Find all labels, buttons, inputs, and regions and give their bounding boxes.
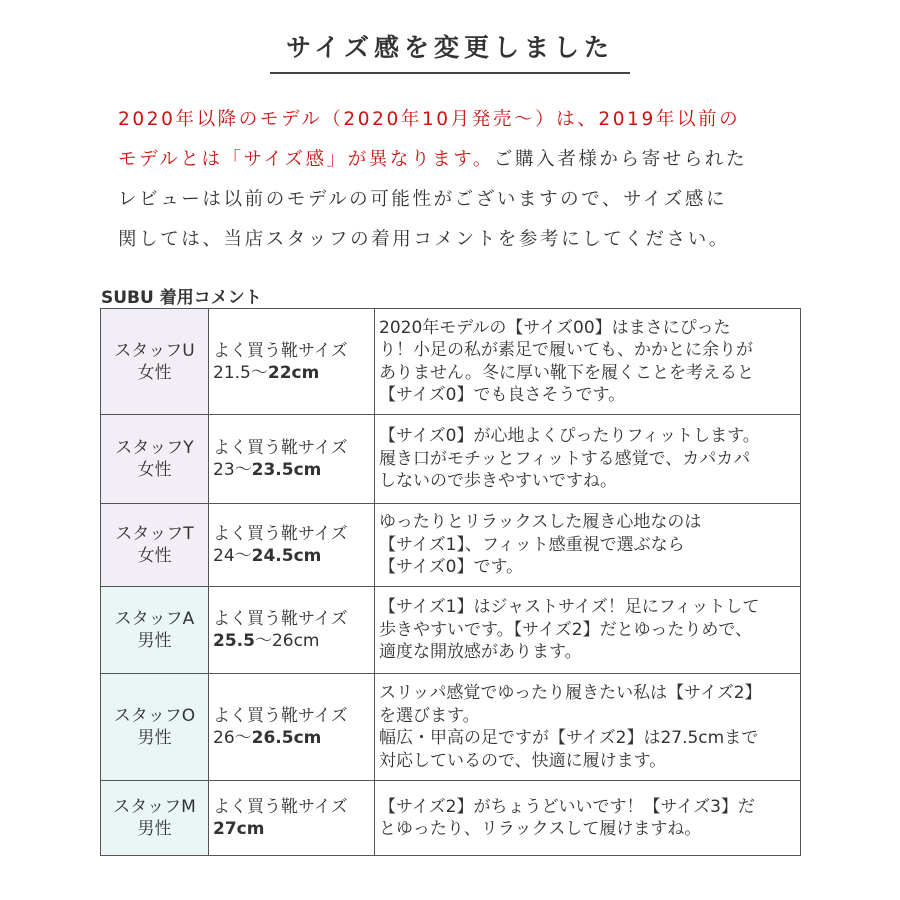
comment-line: とゆったり、リラックスして履けますね。 bbox=[379, 819, 702, 839]
size-from: 26～ bbox=[213, 728, 252, 748]
comment-line: スリッパ感覚でゆったり履きたい私は【サイズ2】 bbox=[379, 683, 762, 703]
comment-line: 適度な開放感があります。 bbox=[379, 642, 582, 663]
size-to: 22cm bbox=[267, 362, 320, 383]
size-label: よく買う靴サイズ bbox=[213, 706, 348, 726]
shoe-size-cell bbox=[209, 309, 375, 415]
comment-line: 【サイズ1】はジャストサイズ！足にフィットして bbox=[379, 597, 760, 618]
size-label: よく買う靴サイズ bbox=[213, 340, 348, 361]
staff-name: スタッフA bbox=[114, 609, 195, 629]
comment-line: 【サイズ1】、フィット感重視で選ぶなら bbox=[379, 534, 685, 555]
comment-line: 幅広・甲高の足ですが【サイズ2】は27.5cmまで bbox=[379, 728, 759, 748]
comment-line: 履き口がモチッとフィットする感覚で、カパカパ bbox=[379, 448, 751, 469]
comment-line: ゆったりとリラックスした履き心地なのは bbox=[379, 512, 702, 533]
size-from: 23～ bbox=[213, 460, 252, 480]
size-label: よく買う靴サイズ bbox=[213, 797, 348, 817]
size-to: 23.5cm bbox=[251, 460, 322, 480]
intro-line-1: 2020年以降のモデル（2020年10月発売～）は、2019年以前の bbox=[118, 109, 741, 130]
staff-name-cell bbox=[101, 674, 209, 781]
comment-line: 2020年モデルの【サイズ00】はまさにぴった bbox=[379, 317, 731, 338]
size-from: 24～ bbox=[213, 546, 252, 566]
comment-cell bbox=[375, 415, 801, 504]
comment-cell bbox=[375, 309, 801, 415]
size-to: 27cm bbox=[213, 819, 265, 839]
intro-notice bbox=[118, 100, 818, 260]
staff-name-cell bbox=[101, 587, 209, 674]
size-to: 26.5cm bbox=[251, 728, 322, 748]
intro-line-2-rest: ご購入者様から寄せられた bbox=[493, 149, 748, 170]
comment-line: しないので歩きやすいですね。 bbox=[379, 471, 617, 492]
size-label: よく買う靴サイズ bbox=[213, 524, 348, 544]
comment-line: 【サイズ2】がちょうどいいです！【サイズ3】だ bbox=[379, 796, 755, 817]
comment-line: 対応しているので、快適に履けます。 bbox=[379, 750, 667, 771]
comment-line: 【サイズ0】でも良さそうです。 bbox=[379, 385, 626, 405]
comment-line: 【サイズ0】が心地よくぴったりフィットします。 bbox=[379, 426, 760, 447]
shoe-size-cell bbox=[209, 504, 375, 587]
staff-gender: 男性 bbox=[137, 631, 172, 651]
section-label: SUBU 着用コメント bbox=[101, 288, 262, 308]
staff-name: スタッフU bbox=[114, 340, 195, 361]
staff-gender: 女性 bbox=[137, 546, 172, 566]
staff-name-cell bbox=[101, 781, 209, 856]
comment-cell bbox=[375, 504, 801, 587]
staff-name: スタッフM bbox=[113, 797, 196, 817]
staff-gender: 女性 bbox=[137, 362, 172, 383]
table-row bbox=[101, 309, 801, 415]
shoe-size-cell bbox=[209, 674, 375, 781]
size-label: よく買う靴サイズ bbox=[213, 438, 348, 458]
staff-name: スタッフT bbox=[115, 524, 194, 544]
staff-name-cell bbox=[101, 415, 209, 504]
intro-line-2 bbox=[118, 140, 818, 180]
comment-line: を選びます。 bbox=[379, 705, 480, 726]
intro-line-3: レビューは以前のモデルの可能性がございますので、サイズ感に bbox=[118, 189, 728, 210]
table-row bbox=[101, 781, 801, 856]
intro-line-4: 関しては、当店スタッフの着用コメントを参考にしてください。 bbox=[118, 229, 730, 250]
staff-name: スタッフO bbox=[113, 706, 196, 726]
comment-cell bbox=[375, 587, 801, 674]
size-to: 24.5cm bbox=[251, 546, 322, 566]
size-label: よく買う靴サイズ bbox=[213, 609, 348, 629]
size-from: 25.5 bbox=[213, 631, 255, 651]
staff-name-cell bbox=[101, 504, 209, 587]
staff-comment-table bbox=[100, 308, 801, 856]
title-underline bbox=[270, 72, 630, 74]
comment-cell bbox=[375, 781, 801, 856]
page-title: サイズ感を変更しました bbox=[285, 33, 614, 62]
comment-line: り！小足の私が素足で履いても、かかとに余りが bbox=[379, 340, 753, 360]
staff-gender: 男性 bbox=[137, 819, 172, 839]
comment-line: ありません。冬に厚い靴下を履くことを考えると bbox=[379, 362, 755, 383]
table-row bbox=[101, 415, 801, 504]
comment-line: 【サイズ0】です。 bbox=[379, 557, 524, 578]
intro-line-2-red: モデルとは「サイズ感」が異なります。 bbox=[118, 149, 494, 170]
table-row bbox=[101, 504, 801, 587]
staff-name: スタッフY bbox=[115, 438, 194, 458]
table-row bbox=[101, 674, 801, 781]
table-row bbox=[101, 587, 801, 674]
size-to: ～26cm bbox=[254, 631, 320, 651]
staff-name-cell bbox=[101, 309, 209, 415]
staff-gender: 女性 bbox=[137, 460, 172, 480]
comment-cell bbox=[375, 674, 801, 781]
size-from: 21.5～ bbox=[213, 362, 268, 383]
comment-line: 歩きやすいです。【サイズ2】だとゆったりめで、 bbox=[379, 619, 753, 640]
shoe-size-cell bbox=[209, 587, 375, 674]
shoe-size-cell bbox=[209, 781, 375, 856]
staff-gender: 男性 bbox=[137, 728, 172, 748]
shoe-size-cell bbox=[209, 415, 375, 504]
